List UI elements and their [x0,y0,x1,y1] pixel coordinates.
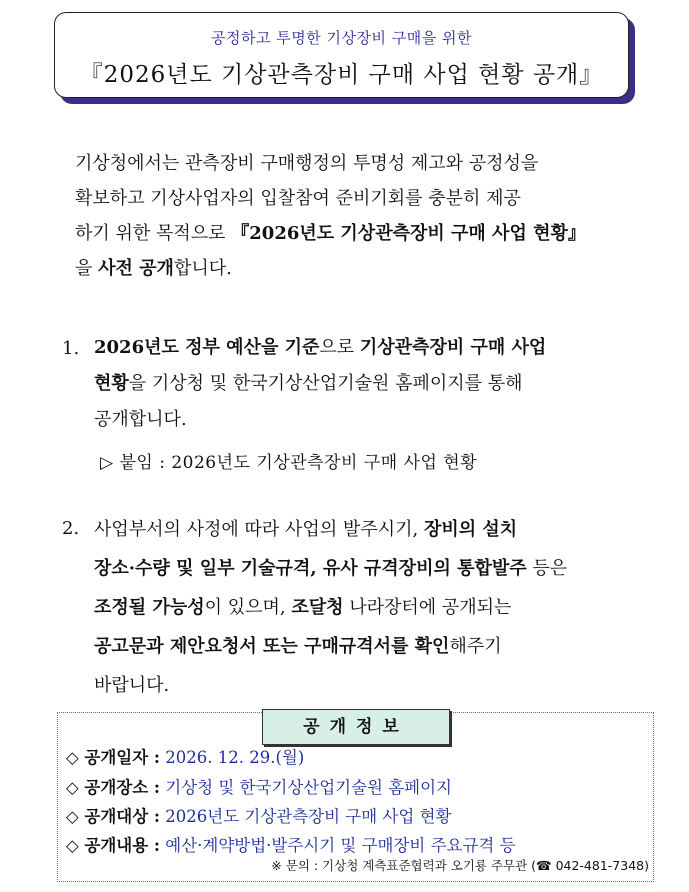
page-title: 『2026년도 기상관측장비 구매 사업 현황 공개』 [79,62,604,88]
intro-paragraph [75,146,640,286]
info-header: 공개정보 [262,709,450,745]
info-row-place: ◇ 공개장소 : 기상청 및 한국기상산업기술원 홈페이지 [66,778,452,797]
title-subtitle: 공정하고 투명한 기상장비 구매을 위한 [211,29,472,47]
contact-note: ※ 문의 : 기상청 계측표준협력과 오기룡 주무관 (☎ 042-481-7348) [271,858,649,873]
attachment-note: ▷ 붙임 : 2026년도 기상관측장비 구매 사업 현황 [100,453,478,473]
intro-line: 확보하고 기상사업자의 입찰참여 준비기회를 충분히 제공 [75,188,521,209]
info-row-target: ◇ 공개대상 : 2026년도 기상관측장비 구매 사업 현황 [66,807,452,826]
intro-line: 하기 위한 목적으로 『2026년도 기상관측장비 구매 사업 현황』 [75,223,586,244]
title-box [54,12,629,98]
item-number: 2. [62,518,80,539]
intro-line: 기상청에서는 관측장비 구매행정의 투명성 제고와 공정성을 [75,153,539,174]
notice-item-1 [62,338,642,448]
item-text: 2026년도 정부 예산을 기준으로 기상관측장비 구매 사업 현황을 기상청 및 한국기상산업기술원 홈페이지를 통해 공개합니다. [94,337,547,430]
item-number: 1. [62,338,80,359]
intro-line: 을 사전 공개합니다. [75,258,232,279]
info-row-date: ◇ 공개일자 : 2026. 12. 29.(월) [66,748,305,767]
notice-item-2 [62,518,642,698]
item-text: 사업부서의 사정에 따라 사업의 발주시기, 장비의 설치 장소·수량 및 일부 기술규격, 유사 규격장비의 통합발주 등은 조정될 가능성이 있으며, 조달청 나라장터에 공개되는 공고문과 제안요청서 또는 구매규격서를 확인해주기 바랍니다. [94,519,568,696]
info-row-content: ◇ 공개내용 : 예산·계약방법·발주시기 및 구매장비 주요규격 등 [66,836,516,855]
